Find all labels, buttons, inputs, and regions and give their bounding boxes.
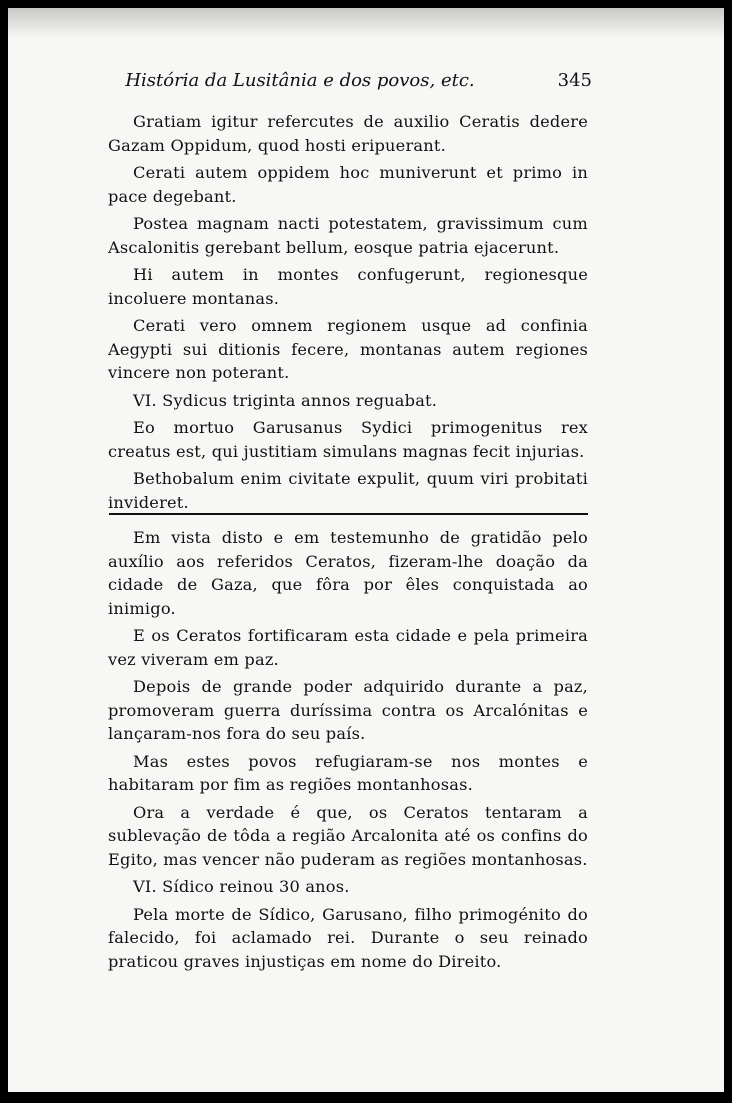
- latin-paragraph: Gratiam igitur refercutes de auxilio Ceratis dedere Gazam Oppidum, quod hosti eripuerant.: [108, 112, 588, 155]
- latin-paragraph: Hi autem in montes confugerunt, regionesque incoluere montanas.: [108, 265, 588, 308]
- page-shadow: [8, 8, 724, 38]
- latin-paragraph: Cerati vero omnem regionem usque ad confinia Aegypti sui ditionis fecere, montanas autem regiones vincere non poterant.: [108, 316, 588, 382]
- portuguese-paragraph: Pela morte de Sídico, Garusano, filho primogénito do falecido, foi aclamado rei. Durante o seu reinado praticou graves injustiças em nome do Direito.: [108, 904, 588, 971]
- latin-paragraph: Postea magnam nacti potestatem, gravissimum cum Ascalonitis gerebant bellum, eosque patria ejacerunt.: [108, 214, 588, 257]
- portuguese-paragraph: Ora a verdade é que, os Ceratos tentaram a sublevação de tôda a região Arcalonita até os confins do Egito, mas vencer não puderam as regiões montanhosas.: [108, 802, 588, 869]
- portuguese-paragraph: Mas estes povos refugiaram-se nos montes e habitaram por fim as regiões montanhosas.: [108, 751, 588, 794]
- portuguese-text: [108, 526, 588, 977]
- running-head: [108, 70, 592, 96]
- latin-paragraph: Cerati autem oppidem hoc muniverunt et primo in pace degebant.: [108, 163, 588, 206]
- portuguese-paragraph: E os Ceratos fortificaram esta cidade e pela primeira vez viveram em paz.: [108, 626, 588, 669]
- section-divider: [109, 513, 588, 515]
- latin-text: [108, 110, 588, 518]
- running-head-title: História da Lusitânia e dos povos, etc.: [125, 70, 475, 91]
- portuguese-paragraph: Em vista disto e em testemunho de gratidão pelo auxílio aos referidos Ceratos, fizeram-lhe doação da cidade de Gaza, que fôra por êles conquistada ao inimigo.: [108, 528, 588, 618]
- page-number: 345: [557, 70, 592, 91]
- portuguese-paragraph: VI. Sídico reinou 30 anos.: [133, 877, 350, 896]
- latin-paragraph: Bethobalum enim civitate expulit, quum viri probitati invideret.: [108, 469, 588, 512]
- latin-paragraph: VI. Sydicus triginta annos reguabat.: [133, 390, 438, 410]
- portuguese-paragraph: Depois de grande poder adquirido durante a paz, promoveram guerra duríssima contra os Arcalónitas e lançaram-nos fora do seu país.: [108, 677, 588, 743]
- latin-paragraph: Eo mortuo Garusanus Sydici primogenitus rex creatus est, qui justitiam simulans magnas fecit injurias.: [108, 418, 588, 461]
- book-page: [8, 8, 724, 1092]
